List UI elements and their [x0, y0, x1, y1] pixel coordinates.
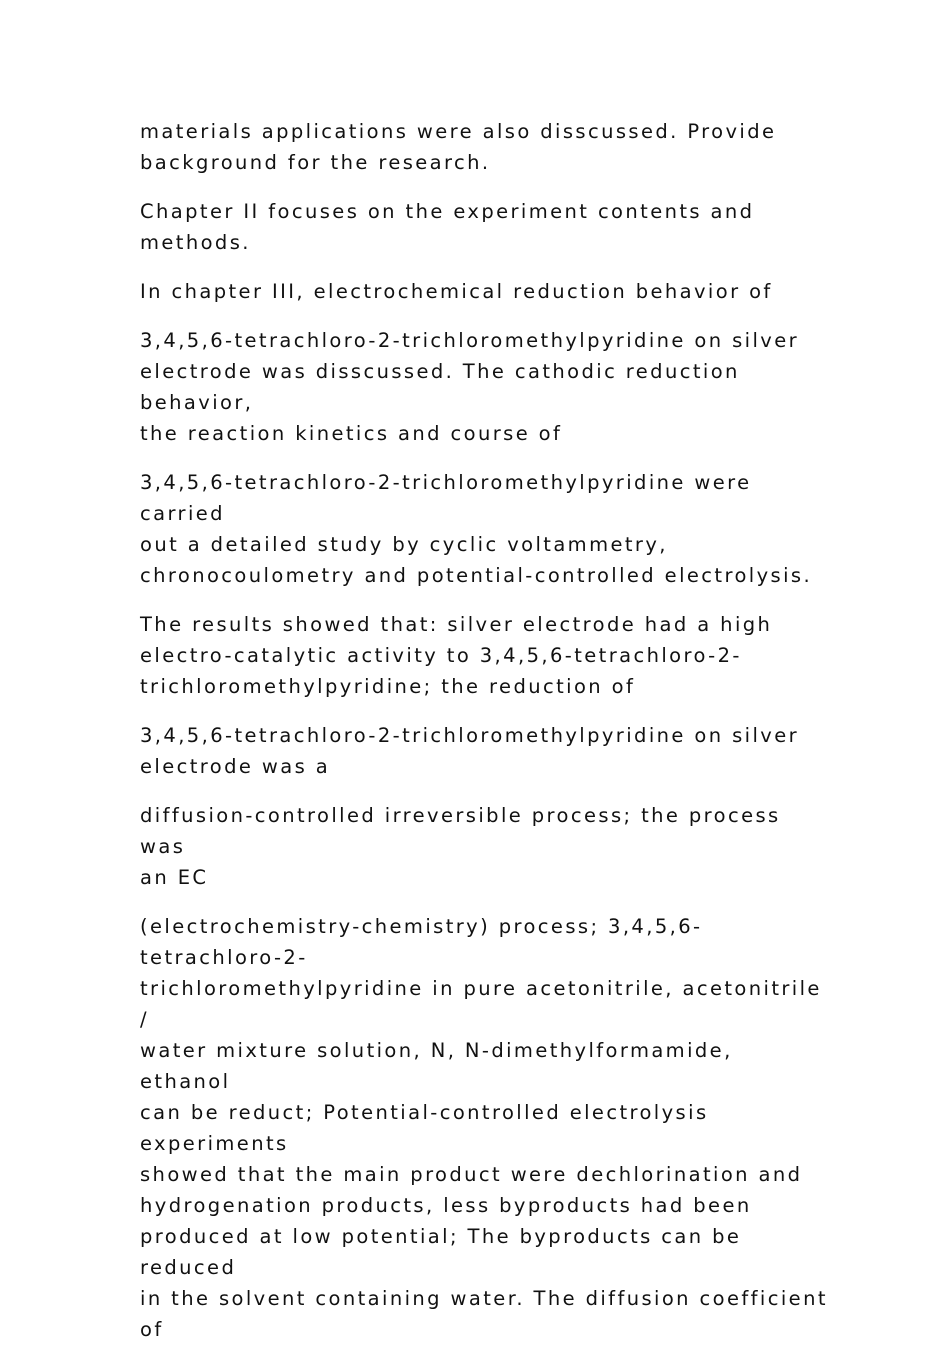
paragraph-8: diffusion-controlled irreversible process; the process was an EC	[140, 804, 781, 889]
document-body	[140, 116, 830, 1363]
paragraph-4: 3,4,5,6-tetrachloro-2-trichloromethylpyridine on silver electrode was disscussed. The cathodic reduction behavior, the reaction kinetics and course of	[140, 329, 800, 445]
paragraph-2: Chapter II focuses on the experiment contents and methods.	[140, 200, 755, 254]
paragraph-6: The results showed that: silver electrode had a high electro-catalytic activity to 3,4,5,6-tetrachloro-2- trichloromethylpyridine; the reduction of	[140, 613, 773, 698]
paragraph-9: (electrochemistry-chemistry) process; 3,4,5,6-tetrachloro-2- trichloromethylpyridine in pure acetonitrile, acetonitrile / water mixture solution, N, N-dimethylformamide, ethanol can be reduct; Potential-controlled electrolysis experiments showed that the main product were dechlorination and hydrogenation products, less byproducts had been produced at low potential; The byproducts can be reduced in the solvent containing water. The diffusion coefficient of	[140, 915, 828, 1341]
paragraph-7: 3,4,5,6-tetrachloro-2-trichloromethylpyridine on silver electrode was a	[140, 724, 800, 778]
paragraph-1: materials applications were also disscussed. Provide background for the research.	[140, 120, 777, 174]
paragraph-5: 3,4,5,6-tetrachloro-2-trichloromethylpyridine were carried out a detailed study by cyclic voltammetry, chronocoulometry and potential-controlled electrolysis.	[140, 471, 813, 587]
paragraph-3: In chapter III, electrochemical reduction behavior of	[140, 280, 773, 303]
